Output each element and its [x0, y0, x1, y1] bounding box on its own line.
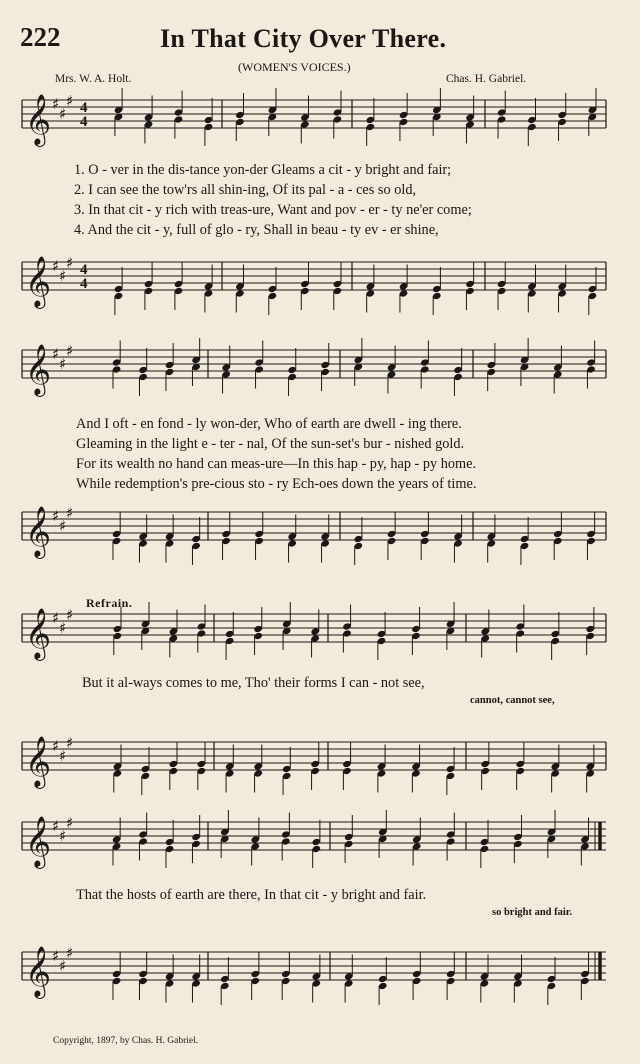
refrain-line-1: But it al-ways comes to me, Tho' their forms I can - not see, [82, 675, 425, 691]
sharp-icon: ♯ [59, 747, 67, 765]
sharp-icon: ♯ [66, 92, 74, 110]
verse-4-line-a: 4. And the cit - y, full of glo - ry, Shall in beau - ty ev - er shine, [74, 222, 439, 238]
sharp-icon: ♯ [66, 504, 74, 522]
sharp-icon: ♯ [52, 507, 60, 525]
treble-clef-icon: 𝄞 [25, 816, 52, 867]
refrain-echo-2: so bright and fair. [492, 907, 573, 918]
author-credit: Mrs. W. A. Holt. [55, 73, 132, 85]
sharp-icon: ♯ [59, 957, 67, 975]
verse-2-line-a: 2. I can see the tow'rs all shin-ing, Of its pal - a - ces so old, [74, 182, 417, 198]
sharp-icon: ♯ [52, 817, 60, 835]
sharp-icon: ♯ [52, 609, 60, 627]
treble-clef-icon: 𝄞 [25, 608, 52, 659]
verse-1-line-b: And I oft - en fond - ly won-der, Who of earth are dwell - ing there. [76, 416, 462, 432]
sharp-icon: ♯ [66, 342, 74, 360]
time-sig-top: 4 [80, 100, 88, 116]
treble-clef-icon: 𝄞 [25, 946, 52, 997]
treble-clef-icon: 𝄞 [25, 94, 52, 145]
sharp-icon: ♯ [59, 267, 67, 285]
sharp-icon: ♯ [59, 105, 67, 123]
sharp-icon: ♯ [59, 827, 67, 845]
verse-3-line-b: For its wealth no hand can meas-ure—In this hap - py, hap - py home. [76, 456, 477, 472]
sharp-icon: ♯ [66, 254, 74, 272]
refrain-echo-1: cannot, cannot see, [470, 695, 555, 706]
sharp-icon: ♯ [52, 257, 60, 275]
sharp-icon: ♯ [52, 737, 60, 755]
sharp-icon: ♯ [66, 944, 74, 962]
refrain-line-2: That the hosts of earth are there, In that cit - y bright and fair. [76, 887, 427, 903]
treble-clef-icon: 𝄞 [25, 506, 52, 557]
sharp-icon: ♯ [66, 606, 74, 624]
treble-clef-icon: 𝄞 [25, 736, 52, 787]
verse-block-2 [76, 414, 616, 494]
verse-block-1 [74, 160, 614, 240]
verse-1-line-a: 1. O - ver in the dis-tance yon-der Gleams a cit - y bright and fair; [74, 162, 452, 178]
sharp-icon: ♯ [52, 947, 60, 965]
verse-4-line-b: While redemption's pre-cious sto - ry Ech-oes down the years of time. [76, 476, 477, 492]
copyright-notice: Copyright, 1897, by Chas. H. Gabriel. [53, 1036, 199, 1046]
sharp-icon: ♯ [66, 814, 74, 832]
voices-note: (WOMEN'S VOICES.) [238, 60, 351, 74]
sharp-icon: ♯ [52, 95, 60, 113]
verse-2-line-b: Gleaming in the light e - ter - nal, Of the sun-set's bur - nished gold. [76, 436, 465, 452]
time-sig-bottom: 4 [80, 276, 88, 292]
composer-credit: Chas. H. Gabriel. [446, 73, 527, 85]
treble-clef-icon: 𝄞 [25, 344, 52, 395]
treble-clef-icon: 𝄞 [25, 256, 52, 307]
time-sig-top: 4 [80, 262, 88, 278]
sharp-icon: ♯ [66, 734, 74, 752]
hymn-number: 222 [20, 22, 61, 52]
time-sig-bottom: 4 [80, 114, 88, 130]
sharp-icon: ♯ [59, 517, 67, 535]
verse-3-line-a: 3. In that cit - y rich with treas-ure, Want and pov - er - ty ne'er come; [74, 202, 472, 218]
hymn-title: In That City Over There. [160, 24, 447, 53]
sharp-icon: ♯ [52, 345, 60, 363]
refrain-label: Refrain. [86, 596, 133, 610]
sharp-icon: ♯ [59, 355, 67, 373]
sharp-icon: ♯ [59, 619, 67, 637]
